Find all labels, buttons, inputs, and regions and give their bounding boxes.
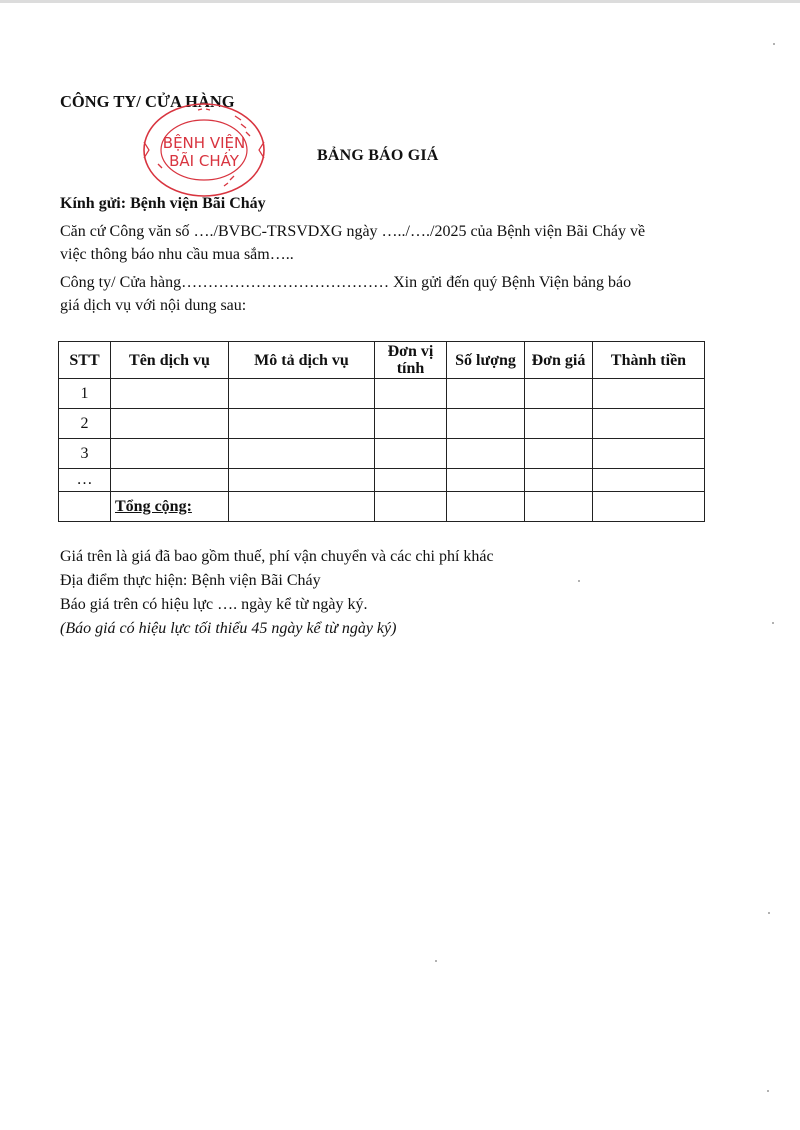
table-row (59, 439, 705, 469)
total-label-text: Tổng cộng: (115, 497, 192, 515)
row-number: 1 (59, 379, 111, 409)
total-label (111, 492, 229, 522)
total-row (59, 492, 705, 522)
table-cell[interactable] (447, 379, 525, 409)
table-cell[interactable] (593, 409, 705, 439)
table-cell[interactable] (525, 469, 593, 492)
scan-speck (578, 580, 580, 582)
table-cell[interactable] (593, 379, 705, 409)
seal-line-1: BỆNH VIỆN (162, 134, 246, 152)
table-row (59, 379, 705, 409)
table-header-row (59, 342, 705, 379)
table-cell[interactable] (447, 492, 525, 522)
table-cell[interactable] (525, 439, 593, 469)
table-cell[interactable] (447, 409, 525, 439)
table-cell[interactable] (111, 409, 229, 439)
header-unit: Đơn vị tính (375, 342, 447, 379)
document-title: BẢNG BÁO GIÁ (317, 147, 439, 164)
table-cell[interactable] (229, 409, 375, 439)
table-cell[interactable] (447, 439, 525, 469)
header-service-name: Tên dịch vụ (111, 342, 229, 379)
table-cell[interactable] (375, 492, 447, 522)
header-quantity: Số lượng (447, 342, 525, 379)
company-heading: CÔNG TY/ CỬA HÀNG (60, 92, 235, 111)
table-cell[interactable] (447, 469, 525, 492)
header-amount: Thành tiền (593, 342, 705, 379)
note-location: Địa điểm thực hiện: Bệnh viện Bãi Cháy (60, 572, 321, 589)
table-cell[interactable] (229, 439, 375, 469)
table-cell[interactable] (375, 439, 447, 469)
table-cell[interactable] (593, 439, 705, 469)
row-number: 3 (59, 439, 111, 469)
scan-speck (767, 1090, 769, 1092)
table-cell[interactable] (375, 469, 447, 492)
company-paragraph-line-2: giá dịch vụ với nội dung sau: (60, 297, 247, 314)
note-validity: Báo giá trên có hiệu lực …. ngày kể từ ngày ký. (60, 596, 368, 613)
table-cell[interactable] (525, 409, 593, 439)
note-price-includes: Giá trên là giá đã bao gồm thuế, phí vận chuyển và các chi phí khác (60, 548, 494, 565)
table-cell[interactable] (229, 492, 375, 522)
table-cell[interactable] (525, 379, 593, 409)
company-paragraph-line-1: Công ty/ Cửa hàng………………………………… Xin gửi đến quý Bệnh Viện bảng báo (60, 274, 632, 291)
table-cell[interactable] (593, 469, 705, 492)
note-minimum-validity: (Báo giá có hiệu lực tối thiểu 45 ngày kể từ ngày ký) (60, 620, 397, 637)
scan-speck (772, 622, 774, 624)
row-number: 2 (59, 409, 111, 439)
scan-speck (768, 912, 770, 914)
table-cell[interactable] (229, 469, 375, 492)
seal-line-2: BÃI CHÁY (169, 152, 239, 170)
table-row (59, 469, 705, 492)
scan-edge (0, 0, 800, 3)
header-unit-price: Đơn giá (525, 342, 593, 379)
table-cell[interactable] (229, 379, 375, 409)
table-cell[interactable] (375, 409, 447, 439)
hospital-seal (140, 102, 268, 202)
row-number: … (59, 469, 111, 492)
table-cell[interactable] (525, 492, 593, 522)
table-cell[interactable] (111, 469, 229, 492)
quote-table (58, 341, 705, 522)
table-cell[interactable] (111, 439, 229, 469)
table-cell (59, 492, 111, 522)
table-row (59, 409, 705, 439)
header-stt: STT (59, 342, 111, 379)
table-cell[interactable] (111, 379, 229, 409)
scan-speck (773, 43, 775, 45)
reference-paragraph-line-1: Căn cứ Công văn số …./BVBC-TRSVDXG ngày …../…./2025 của Bệnh viện Bãi Cháy về (60, 223, 646, 240)
table-cell[interactable] (593, 492, 705, 522)
scan-speck (435, 960, 437, 962)
table-cell[interactable] (375, 379, 447, 409)
recipient-line: Kính gửi: Bệnh viện Bãi Cháy (60, 195, 266, 212)
header-service-description: Mô tả dịch vụ (229, 342, 375, 379)
reference-paragraph-line-2: việc thông báo nhu cầu mua sắm….. (60, 246, 294, 263)
